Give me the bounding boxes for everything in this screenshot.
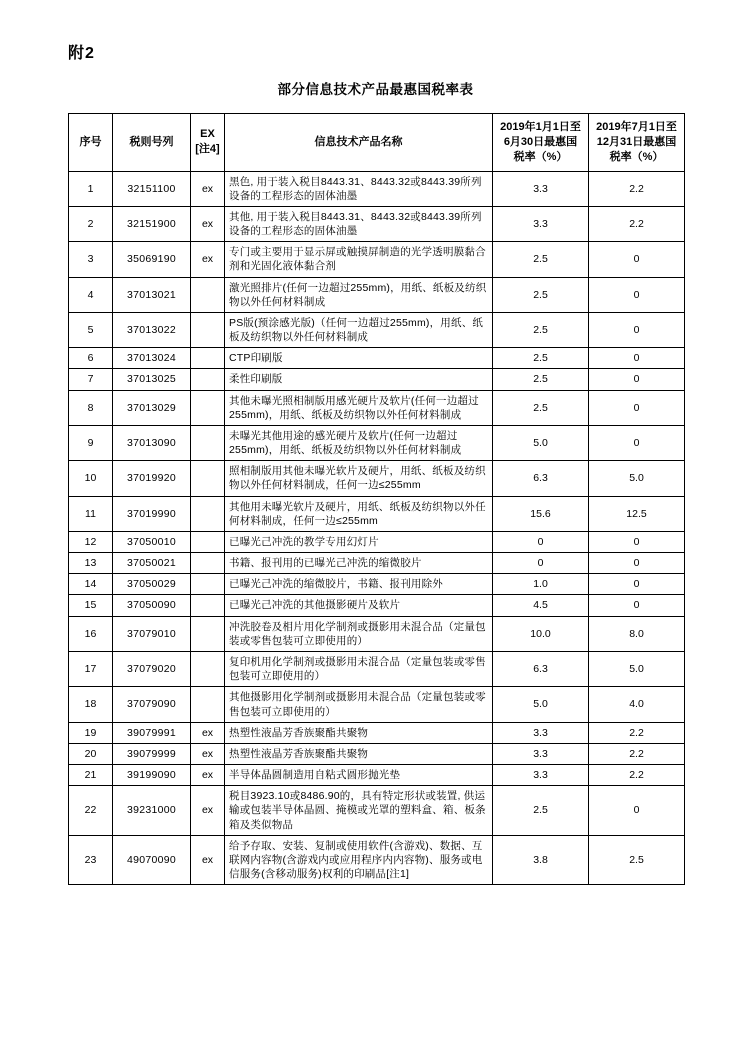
- column-header-ex-line1: EX: [200, 128, 215, 141]
- cell-rate-second-half: 0: [589, 242, 685, 277]
- cell-ex: [191, 595, 225, 616]
- tariff-table: [68, 113, 685, 885]
- table-body: [69, 171, 685, 885]
- cell-rate-first-half: 2.5: [493, 348, 589, 369]
- cell-code: 37013025: [113, 369, 191, 390]
- cell-code: 37019920: [113, 461, 191, 496]
- cell-seq: 10: [69, 461, 113, 496]
- cell-rate-second-half: 0: [589, 348, 685, 369]
- cell-code: 39231000: [113, 786, 191, 836]
- cell-rate-second-half: 4.0: [589, 687, 685, 722]
- cell-rate-first-half: 2.5: [493, 277, 589, 312]
- cell-rate-first-half: 0: [493, 553, 589, 574]
- cell-seq: 21: [69, 765, 113, 786]
- column-header-rate2-line2: 12月31日最惠国: [596, 135, 677, 148]
- table-header-row: [69, 114, 685, 172]
- table-row: [69, 390, 685, 425]
- cell-product-name: 激光照排片(任何一边超过255mm)，用纸、纸板及纺织物以外任何材料制成: [225, 277, 493, 312]
- cell-seq: 1: [69, 171, 113, 206]
- cell-rate-second-half: 0: [589, 425, 685, 460]
- cell-rate-second-half: 8.0: [589, 616, 685, 651]
- cell-code: 37079090: [113, 687, 191, 722]
- cell-rate-first-half: 10.0: [493, 616, 589, 651]
- cell-ex: [191, 277, 225, 312]
- cell-rate-first-half: 1.0: [493, 574, 589, 595]
- cell-rate-second-half: 0: [589, 390, 685, 425]
- cell-ex: ex: [191, 242, 225, 277]
- cell-product-name: 其他摄影用化学制剂或摄影用未混合品（定量包装或零售包装可立即使用的）: [225, 687, 493, 722]
- cell-seq: 4: [69, 277, 113, 312]
- cell-product-name: 已曝光己冲洗的缩微胶片，书籍、报刊用除外: [225, 574, 493, 595]
- column-header-rate1-line1: 2019年1月1日至: [500, 121, 581, 133]
- cell-code: 37013021: [113, 277, 191, 312]
- cell-code: 37019990: [113, 496, 191, 531]
- cell-rate-second-half: 2.5: [589, 835, 685, 885]
- cell-rate-first-half: 3.3: [493, 206, 589, 241]
- cell-code: 37013024: [113, 348, 191, 369]
- cell-rate-first-half: 3.3: [493, 743, 589, 764]
- table-row: [69, 348, 685, 369]
- cell-product-name: 税目3923.10或8486.90的，具有特定形状或装置, 供运输或包装半导体晶圆、掩模或光罩的塑料盒、箱、板条箱及类似物品: [225, 786, 493, 836]
- cell-ex: [191, 687, 225, 722]
- cell-product-name: 已曝光己冲洗的其他摄影硬片及软片: [225, 595, 493, 616]
- cell-seq: 12: [69, 531, 113, 552]
- cell-product-name: 其他, 用于装入税目8443.31、8443.32或8443.39所列设备的工程形态的固体油墨: [225, 206, 493, 241]
- cell-code: 39079991: [113, 722, 191, 743]
- cell-ex: [191, 531, 225, 552]
- cell-seq: 14: [69, 574, 113, 595]
- cell-rate-second-half: 2.2: [589, 743, 685, 764]
- cell-rate-first-half: 6.3: [493, 652, 589, 687]
- table-row: [69, 242, 685, 277]
- cell-rate-second-half: 5.0: [589, 652, 685, 687]
- cell-code: 37013029: [113, 390, 191, 425]
- cell-rate-first-half: 15.6: [493, 496, 589, 531]
- cell-seq: 15: [69, 595, 113, 616]
- cell-rate-first-half: 2.5: [493, 312, 589, 347]
- table-row: [69, 277, 685, 312]
- cell-ex: [191, 496, 225, 531]
- cell-rate-second-half: 0: [589, 277, 685, 312]
- cell-rate-second-half: 0: [589, 595, 685, 616]
- table-row: [69, 574, 685, 595]
- cell-ex: ex: [191, 722, 225, 743]
- cell-ex: [191, 616, 225, 651]
- cell-seq: 5: [69, 312, 113, 347]
- cell-seq: 23: [69, 835, 113, 885]
- cell-ex: ex: [191, 786, 225, 836]
- cell-rate-first-half: 2.5: [493, 369, 589, 390]
- cell-code: 37079020: [113, 652, 191, 687]
- cell-ex: ex: [191, 743, 225, 764]
- cell-seq: 17: [69, 652, 113, 687]
- cell-seq: 16: [69, 616, 113, 651]
- cell-seq: 20: [69, 743, 113, 764]
- cell-ex: [191, 425, 225, 460]
- table-header: [69, 114, 685, 172]
- cell-rate-first-half: 6.3: [493, 461, 589, 496]
- cell-rate-first-half: 3.3: [493, 171, 589, 206]
- cell-seq: 19: [69, 722, 113, 743]
- cell-code: 35069190: [113, 242, 191, 277]
- cell-seq: 8: [69, 390, 113, 425]
- cell-seq: 7: [69, 369, 113, 390]
- cell-rate-first-half: 0: [493, 531, 589, 552]
- cell-code: 32151100: [113, 171, 191, 206]
- cell-product-name: 黑色, 用于装入税目8443.31、8443.32或8443.39所列设备的工程形态的固体油墨: [225, 171, 493, 206]
- cell-code: 32151900: [113, 206, 191, 241]
- cell-seq: 3: [69, 242, 113, 277]
- cell-rate-first-half: 5.0: [493, 425, 589, 460]
- cell-product-name: 半导体晶圆制造用自粘式圆形抛光垫: [225, 765, 493, 786]
- table-row: [69, 652, 685, 687]
- cell-product-name: 已曝光己冲洗的教学专用幻灯片: [225, 531, 493, 552]
- cell-product-name: 照相制版用其他未曝光软片及硬片，用纸、纸板及纺织物以外任何材料制成，任何一边≤255mm: [225, 461, 493, 496]
- table-row: [69, 786, 685, 836]
- cell-seq: 6: [69, 348, 113, 369]
- cell-product-name: PS版(预涂感光版)（任何一边超过255mm)，用纸、纸板及纺织物以外任何材料制成: [225, 312, 493, 347]
- column-header-rate-first-half: [493, 114, 589, 172]
- cell-ex: [191, 461, 225, 496]
- cell-ex: [191, 312, 225, 347]
- cell-product-name: 复印机用化学制剂或摄影用未混合品（定量包装或零售包装可立即使用的）: [225, 652, 493, 687]
- table-row: [69, 369, 685, 390]
- cell-code: 37079010: [113, 616, 191, 651]
- cell-seq: 22: [69, 786, 113, 836]
- cell-rate-first-half: 5.0: [493, 687, 589, 722]
- cell-rate-first-half: 2.5: [493, 786, 589, 836]
- cell-product-name: 冲洗胶卷及相片用化学制剂或摄影用未混合品（定量包装或零售包装可立即使用的）: [225, 616, 493, 651]
- table-row: [69, 687, 685, 722]
- cell-product-name: 热塑性液晶芳香族聚酯共聚物: [225, 722, 493, 743]
- cell-code: 37050090: [113, 595, 191, 616]
- table-row: [69, 461, 685, 496]
- cell-rate-second-half: 0: [589, 369, 685, 390]
- cell-ex: ex: [191, 171, 225, 206]
- column-header-rate2-line3: 税率（%）: [609, 150, 664, 163]
- cell-rate-first-half: 2.5: [493, 390, 589, 425]
- cell-ex: [191, 652, 225, 687]
- cell-ex: ex: [191, 206, 225, 241]
- column-header-ex-line2: [注4]: [195, 143, 220, 156]
- column-header-rate1-line2: 6月30日最惠国: [503, 135, 578, 148]
- cell-seq: 13: [69, 553, 113, 574]
- table-row: [69, 743, 685, 764]
- table-row: [69, 496, 685, 531]
- table-row: [69, 531, 685, 552]
- cell-product-name: 未曝光其他用途的感光硬片及软片(任何一边超过255mm)，用纸、纸板及纺织物以外任何材料制成: [225, 425, 493, 460]
- cell-code: 37050010: [113, 531, 191, 552]
- table-row: [69, 595, 685, 616]
- cell-rate-second-half: 0: [589, 786, 685, 836]
- table-row: [69, 722, 685, 743]
- table-row: [69, 171, 685, 206]
- cell-ex: ex: [191, 835, 225, 885]
- cell-ex: [191, 390, 225, 425]
- cell-rate-first-half: 3.3: [493, 765, 589, 786]
- cell-ex: [191, 348, 225, 369]
- column-header-rate2-line1: 2019年7月1日至: [596, 121, 677, 133]
- cell-rate-first-half: 3.3: [493, 722, 589, 743]
- cell-rate-second-half: 0: [589, 574, 685, 595]
- page-title: 部分信息技术产品最惠国税率表: [277, 82, 474, 97]
- cell-code: 49070090: [113, 835, 191, 885]
- cell-rate-second-half: 2.2: [589, 171, 685, 206]
- cell-seq: 11: [69, 496, 113, 531]
- table-row: [69, 765, 685, 786]
- table-row: [69, 425, 685, 460]
- cell-rate-first-half: 4.5: [493, 595, 589, 616]
- cell-ex: [191, 369, 225, 390]
- cell-ex: [191, 553, 225, 574]
- column-header-code: 税则号列: [113, 114, 191, 172]
- cell-code: 37050029: [113, 574, 191, 595]
- column-header-rate-second-half: [589, 114, 685, 172]
- cell-product-name: 专门或主要用于显示屏或触摸屏制造的光学透明膜黏合剂和光固化液体黏合剂: [225, 242, 493, 277]
- table-row: [69, 312, 685, 347]
- column-header-rate1-line3: 税率（%）: [513, 150, 568, 163]
- cell-seq: 2: [69, 206, 113, 241]
- cell-rate-second-half: 0: [589, 553, 685, 574]
- cell-rate-second-half: 5.0: [589, 461, 685, 496]
- attachment-label: 附2: [68, 45, 95, 62]
- cell-product-name: CTP印刷版: [225, 348, 493, 369]
- cell-ex: ex: [191, 765, 225, 786]
- cell-code: 39199090: [113, 765, 191, 786]
- table-row: [69, 616, 685, 651]
- cell-code: 37013090: [113, 425, 191, 460]
- cell-product-name: 其他用未曝光软片及硬片，用纸、纸板及纺织物以外任何材料制成，任何一边≤255mm: [225, 496, 493, 531]
- cell-rate-second-half: 2.2: [589, 206, 685, 241]
- cell-product-name: 柔性印刷版: [225, 369, 493, 390]
- cell-product-name: 热塑性液晶芳香族聚酯共聚物: [225, 743, 493, 764]
- cell-code: 39079999: [113, 743, 191, 764]
- cell-seq: 9: [69, 425, 113, 460]
- cell-code: 37013022: [113, 312, 191, 347]
- column-header-seq: 序号: [69, 114, 113, 172]
- cell-rate-second-half: 0: [589, 312, 685, 347]
- cell-rate-second-half: 2.2: [589, 765, 685, 786]
- cell-product-name: 给予存取、安装、复制或使用软件(含游戏)、数据、互联网内容物(含游戏内或应用程序内内容物)、服务或电信服务(含移动服务)权利的印刷品[注1]: [225, 835, 493, 885]
- cell-rate-first-half: 2.5: [493, 242, 589, 277]
- table-row: [69, 835, 685, 885]
- cell-ex: [191, 574, 225, 595]
- table-row: [69, 206, 685, 241]
- cell-rate-second-half: 2.2: [589, 722, 685, 743]
- cell-rate-first-half: 3.8: [493, 835, 589, 885]
- table-row: [69, 553, 685, 574]
- column-header-ex: [191, 114, 225, 172]
- cell-code: 37050021: [113, 553, 191, 574]
- cell-seq: 18: [69, 687, 113, 722]
- cell-product-name: 书籍、报刊用的已曝光己冲洗的缩微胶片: [225, 553, 493, 574]
- cell-product-name: 其他未曝光照相制版用感光硬片及软片(任何一边超过255mm)，用纸、纸板及纺织物以外任何材料制成: [225, 390, 493, 425]
- tariff-table-container: [68, 113, 684, 885]
- cell-rate-second-half: 0: [589, 531, 685, 552]
- cell-rate-second-half: 12.5: [589, 496, 685, 531]
- column-header-product-name: 信息技术产品名称: [225, 114, 493, 172]
